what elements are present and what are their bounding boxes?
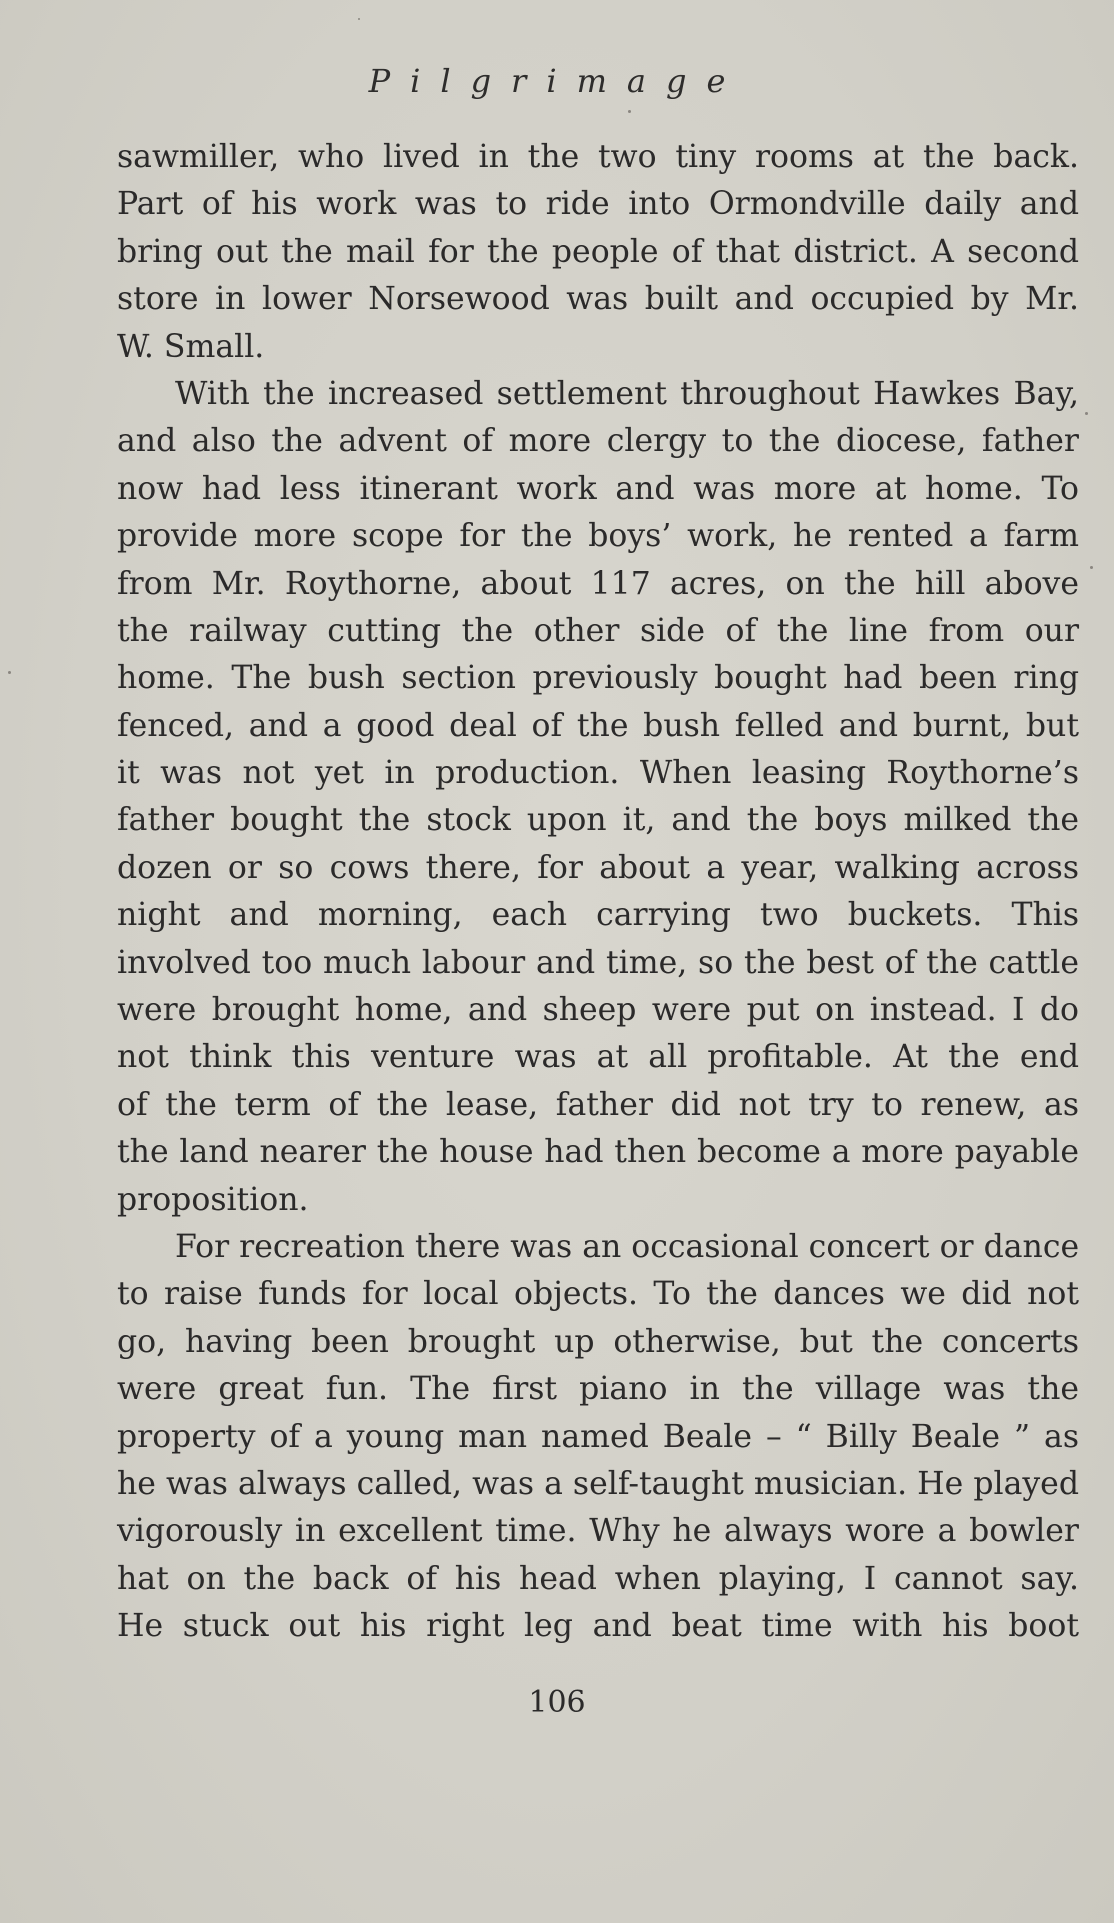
text-line: sawmiller, who lived in the two tiny rooms at the back. [117, 139, 1079, 175]
text-line: hat on the back of his head when playing, I cannot say. [117, 1560, 1079, 1597]
running-head: Pilgrimage [368, 62, 746, 100]
text-line: were great fun. The first piano in the village was the [117, 1371, 1079, 1408]
text-line: it was not yet in production. When leasing Roythorne’s [117, 755, 1079, 792]
text-line: go, having been brought up otherwise, but the concerts [117, 1323, 1079, 1360]
paper-speck [8, 671, 11, 674]
text-line: night and morning, each carrying two buckets. This [117, 897, 1079, 934]
text-line: the land nearer the house had then become a more payable [117, 1134, 1079, 1171]
text-line: With the increased settlement throughout Hawkes Bay, [175, 375, 1079, 412]
body-text [117, 134, 1079, 1651]
page-number: 106 [528, 1685, 586, 1720]
text-line: were brought home, and sheep were put on instead. I do [117, 992, 1079, 1029]
text-line: and also the advent of more clergy to the diocese, father [117, 423, 1079, 460]
paper-speck [1090, 566, 1093, 569]
text-line: father bought the stock upon it, and the boys milked the [117, 802, 1079, 839]
paper-speck [628, 110, 631, 113]
text-line: involved too much labour and time, so the best of the cattle [117, 944, 1079, 981]
text-line: fenced, and a good deal of the bush felled and burnt, but [117, 707, 1079, 744]
text-line: now had less itinerant work and was more at home. To [117, 470, 1079, 507]
text-line: bring out the mail for the people of that district. A second [117, 233, 1079, 270]
text-line: from Mr. Roythorne, about 117 acres, on the hill above [117, 565, 1079, 602]
text-line: the railway cutting the other side of the line from our [117, 612, 1079, 649]
text-line: provide more scope for the boys’ work, he rented a farm [117, 518, 1079, 555]
text-line: He stuck out his right leg and beat time with his boot [117, 1608, 1079, 1645]
text-line: For recreation there was an occasional concert or dance [175, 1228, 1080, 1265]
text-line: store in lower Norsewood was built and occupied by Mr. [117, 281, 1079, 318]
text-line: property of a young man named Beale – “ Billy Beale ” as [117, 1418, 1079, 1455]
text-line: not think this venture was at all profitable. At the end [117, 1039, 1079, 1076]
text-line: home. The bush section previously bought had been ring [117, 660, 1079, 697]
text-line: proposition. [117, 1181, 309, 1218]
text-line: of the term of the lease, father did not try to renew, as [117, 1086, 1079, 1123]
text-line: to raise funds for local objects. To the dances we did not [117, 1276, 1079, 1313]
text-line: Part of his work was to ride into Ormondville daily and [117, 186, 1079, 223]
text-line: dozen or so cows there, for about a year, walking across [117, 849, 1079, 886]
text-line: W. Small. [117, 328, 265, 365]
text-line: he was always called, was a self-taught musician. He played [117, 1465, 1079, 1502]
text-line: vigorously in excellent time. Why he always wore a bowler [117, 1513, 1079, 1550]
paper-speck [358, 18, 360, 20]
paper-speck [1085, 412, 1088, 415]
